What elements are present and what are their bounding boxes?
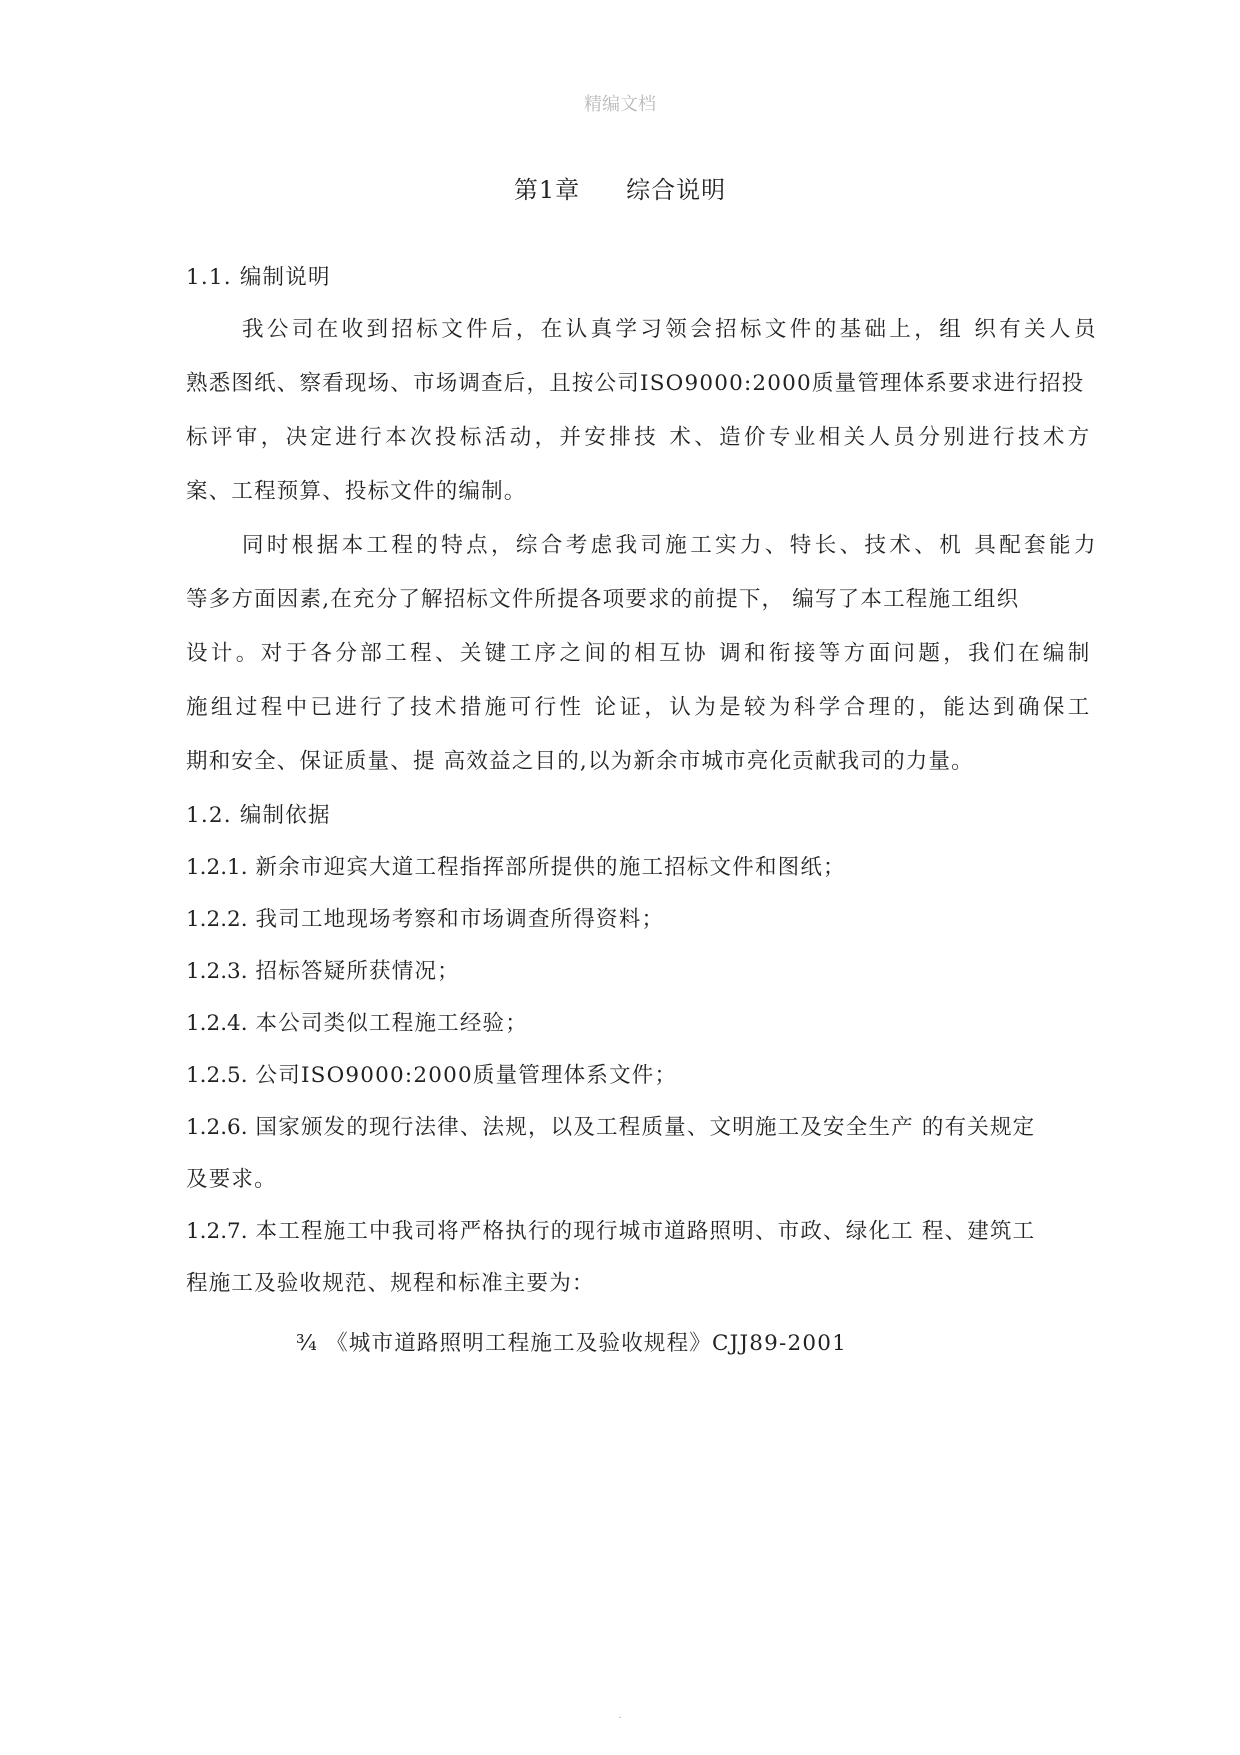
paragraph-2 (186, 526, 1106, 796)
paragraph-line: 我公司在收到招标文件后，在认真学习领会招标文件的基础上，组 织有关人员 (242, 317, 1099, 342)
footer-mark: . (618, 1710, 622, 1721)
paragraph-line: 施组过程中已进行了技术措施可行性 论证，认为是较为科学合理的，能达到确保工 (186, 695, 1093, 720)
list-item (186, 1108, 1106, 1212)
standard-item (186, 1324, 1106, 1376)
paragraph-line: 案、工程预算、投标文件的编制。 (186, 479, 527, 504)
list-item-text: 公司ISO9000:2000质量管理体系文件； (255, 1063, 678, 1088)
list-item-text-continued: 程施工及验收规范、规程和标准主要为： (186, 1271, 595, 1296)
list-item (186, 900, 1106, 952)
paragraph-line: 等多方面因素,在充分了解招标文件所提各项要求的前提下， 编写了本工程施工组织 (186, 587, 1020, 612)
section-heading-1-1: 1.1. 编制说明 (186, 265, 331, 290)
list-item-text: 招标答疑所获情况； (255, 959, 460, 984)
bullet-glyph: ¾ (296, 1331, 319, 1356)
chapter-name: 综合说明 (626, 176, 727, 204)
list-item-text: 我司工地现场考察和市场调查所得资料； (255, 907, 665, 932)
paragraph-line: 同时根据本工程的特点，综合考虑我司施工实力、特长、技术、机 具配套能力 (242, 533, 1099, 558)
list-item (186, 952, 1106, 1004)
list-item-number: 1.2.5. (186, 1063, 248, 1088)
paragraph-line: 设计。对于各分部工程、关键工序之间的相互协 调和衔接等方面问题，我们在编制 (186, 641, 1093, 666)
list-item (186, 1004, 1106, 1056)
list-item-text: 本公司类似工程施工经验； (255, 1011, 528, 1036)
document-body (186, 258, 1106, 1376)
chapter-title (0, 170, 1240, 205)
list-item-text-continued: 及要求。 (186, 1167, 277, 1192)
paragraph-line: 标评审，决定进行本次投标活动，并安排技 术、造价专业相关人员分别进行技术方 (186, 425, 1093, 450)
list-item-text: 本工程施工中我司将严格执行的现行城市道路照明、市政、绿化工 程、建筑工 (255, 1219, 1036, 1244)
list-item-text: 国家颁发的现行法律、法规，以及工程质量、文明施工及安全生产 的有关规定 (255, 1115, 1036, 1140)
list-item (186, 1212, 1106, 1316)
chapter-number: 第1章 (513, 176, 581, 204)
paragraph-line: 熟悉图纸、察看现场、市场调查后，且按公司ISO9000:2000质量管理体系要求进行招投 (186, 371, 1085, 396)
list-item-number: 1.2.3. (186, 959, 248, 984)
paragraph-line: 期和安全、保证质量、提 高效益之目的,以为新余市城市亮化贡献我司的力量。 (186, 749, 974, 774)
list-item (186, 848, 1106, 900)
standard-title: 《城市道路照明工程施工及验收规程》CJJ89-2001 (326, 1331, 848, 1356)
paragraph-1 (186, 310, 1106, 526)
list-item-number: 1.2.1. (186, 855, 248, 880)
list-item-number: 1.2.2. (186, 907, 248, 932)
list-item-number: 1.2.4. (186, 1011, 248, 1036)
list-item-number: 1.2.7. (186, 1219, 248, 1244)
list-item (186, 1056, 1106, 1108)
list-item-number: 1.2.6. (186, 1115, 248, 1140)
section-heading-1-2: 1.2. 编制依据 (186, 803, 331, 828)
header-watermark: 精编文档 (584, 94, 656, 115)
list-item-text: 新余市迎宾大道工程指挥部所提供的施工招标文件和图纸； (255, 855, 846, 880)
